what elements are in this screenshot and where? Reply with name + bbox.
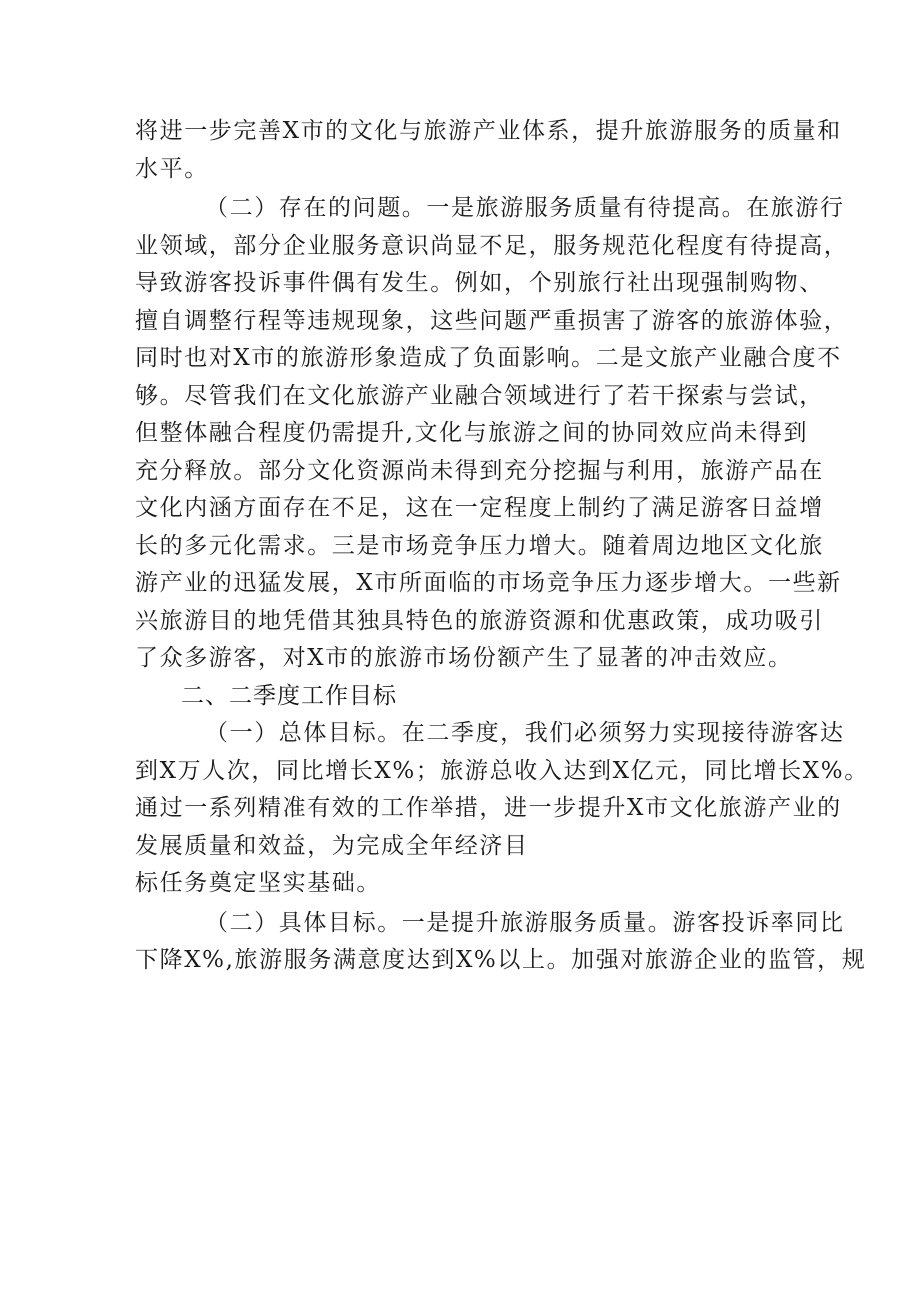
text-line: （一）总体目标。在二季度，我们必须努力实现接待游客达	[205, 720, 845, 746]
text-line: 但整体融合程度仍需提升,文化与旅游之间的协同效应尚未得到	[135, 420, 809, 446]
text-line: 兴旅游目的地凭借其独具特色的旅游资源和优惠政策，成功吸引	[135, 607, 824, 634]
text-line: 够。尽管我们在文化旅游产业融合领域进行了若干探索与尝试，	[135, 382, 824, 409]
text-line: 同时也对X市的旅游形象造成了负面影响。二是文旅产业融合度不	[135, 345, 842, 371]
text-line: 了众多游客，对X市的旅游市场份额产生了显著的冲击效应。	[135, 645, 793, 671]
text-line: 擅自调整行程等违规现象，这些问题严重损害了游客的旅游体验，	[135, 307, 849, 334]
text-line: 导致游客投诉事件偶有发生。例如，个别旅行社出现强制购物、	[135, 270, 824, 296]
text-line: 业领域，部分企业服务意识尚显不足，服务规范化程度有待提高，	[135, 232, 849, 259]
text-line: 充分释放。部分文化资源尚未得到充分挖掘与利用，旅游产品在	[135, 457, 824, 484]
paragraph-existing-problems	[135, 190, 849, 678]
text-line: 标任务奠定坚实基础。	[135, 870, 381, 896]
paragraph-specific-goals	[135, 905, 867, 980]
section-heading: 二、二季度工作目标	[181, 682, 397, 709]
paragraph-overall-goal	[135, 715, 869, 903]
text-line: 发展质量和效益，为完成全年经济目	[135, 832, 529, 859]
text-line: （二）存在的问题。一是旅游服务质量有待提高。在旅游行	[205, 195, 845, 221]
text-line: 到X万人次，同比增长X%；旅游总收入达到X亿元，同比增长X%。	[135, 757, 869, 784]
text-line: 将进一步完善X市的文化与旅游产业体系，提升旅游服务的质量和	[135, 118, 842, 144]
text-line: 下降X%,旅游服务满意度达到X%以上。加强对旅游企业的监管，规	[135, 947, 867, 973]
document-body	[135, 113, 869, 980]
text-line: 文化内涵方面存在不足，这在一定程度上制约了满足游客日益增	[135, 495, 824, 521]
text-line: 通过一系列精准有效的工作举措，进一步提升X市文化旅游产业的	[135, 795, 842, 821]
text-line: （二）具体目标。一是提升旅游服务质量。游客投诉率同比	[205, 909, 845, 936]
paragraph-continuation	[135, 113, 842, 188]
text-line: 长的多元化需求。三是市场竞争压力增大。随着周边地区文化旅	[135, 532, 824, 559]
text-line: 游产业的迅猛发展，X市所面临的市场竞争压力逐步增大。一些新	[135, 570, 842, 596]
text-line: 水平。	[135, 155, 209, 182]
